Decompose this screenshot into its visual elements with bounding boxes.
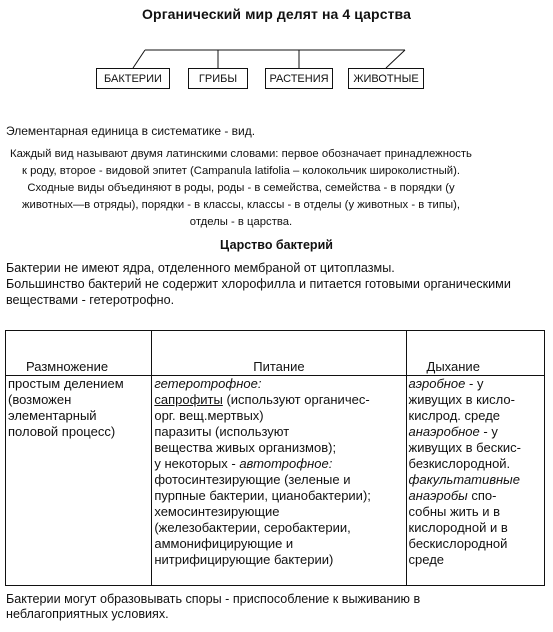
cell-nutrition: гетеротрофное: сапрофиты (используют органичес- орг. вещ.мертвых) паразиты (используют вещества живых организмов); у некоторых - автотрофное: фотосинтезирующие (зеленые и пурпные бактерии, цианобактерии); хемосинтезирующие (железобактерии, серобактерии, аммонифицирующие и нитрифицирующие бактерии) <box>152 376 406 586</box>
species-line: Каждый вид называют двумя латинскими словами: первое обозначает принадлежность <box>10 148 472 160</box>
cell-respiration: аэробное - у живущих в кисло- кислрод. среде анаэробное - у живущих в бескис- безкислородной. факультативные анаэробы спо- собны жить и в кислородной и в бескислородной среде <box>406 376 544 586</box>
bacteria-paragraph <box>6 260 546 308</box>
header-respiration: Дыхание <box>406 331 544 376</box>
species-line: к роду, второе - видовой эпитет (Campanula latifolia – колокольчик широколистный). <box>22 165 460 177</box>
table-header-row <box>6 331 545 376</box>
spores-line: неблагоприятных условиях. <box>6 607 169 621</box>
kingdom-box-fungi: ГРИБЫ <box>188 68 248 89</box>
species-line: животных—в отряды), порядки - в классы, классы - в отделы (у животных - в типы), <box>22 199 460 211</box>
unit-paragraph: Элементарная единица в систематике - вид. <box>6 124 256 138</box>
page-title: Органический мир делят на 4 царства <box>142 6 411 22</box>
spores-line: Бактерии могут образовывать споры - приспособление к выживанию в <box>6 592 421 606</box>
bacteria-line: Большинство бактерий не содержит хлорофилла и питается готовыми органическими <box>6 277 511 291</box>
cell-reproduction: простым делением (возможен элементарный половой процесс) <box>6 376 152 586</box>
spores-paragraph <box>6 592 546 622</box>
bacteria-line: веществами - гетеротрофно. <box>6 293 175 307</box>
kingdom-box-plants: РАСТЕНИЯ <box>265 68 333 89</box>
saprophytes-term: сапрофиты <box>154 392 223 407</box>
section-subtitle: Царство бактерий <box>220 238 333 252</box>
species-line: отделы - в царства. <box>189 216 293 228</box>
kingdom-box-animals: ЖИВОТНЫЕ <box>348 68 424 89</box>
header-reproduction: Размножение <box>6 331 152 376</box>
bacteria-table <box>5 330 545 586</box>
bacteria-line: Бактерии не имеют ядра, отделенного мембраной от цитоплазмы. <box>6 261 395 275</box>
header-nutrition: Питание <box>152 331 406 376</box>
kingdom-box-bacteria: БАКТЕРИИ <box>96 68 170 89</box>
table-row <box>6 376 545 586</box>
species-line: Сходные виды объединяют в роды, роды - в семейства, семейства - в порядки (у <box>27 182 455 194</box>
species-paragraph <box>6 146 476 231</box>
